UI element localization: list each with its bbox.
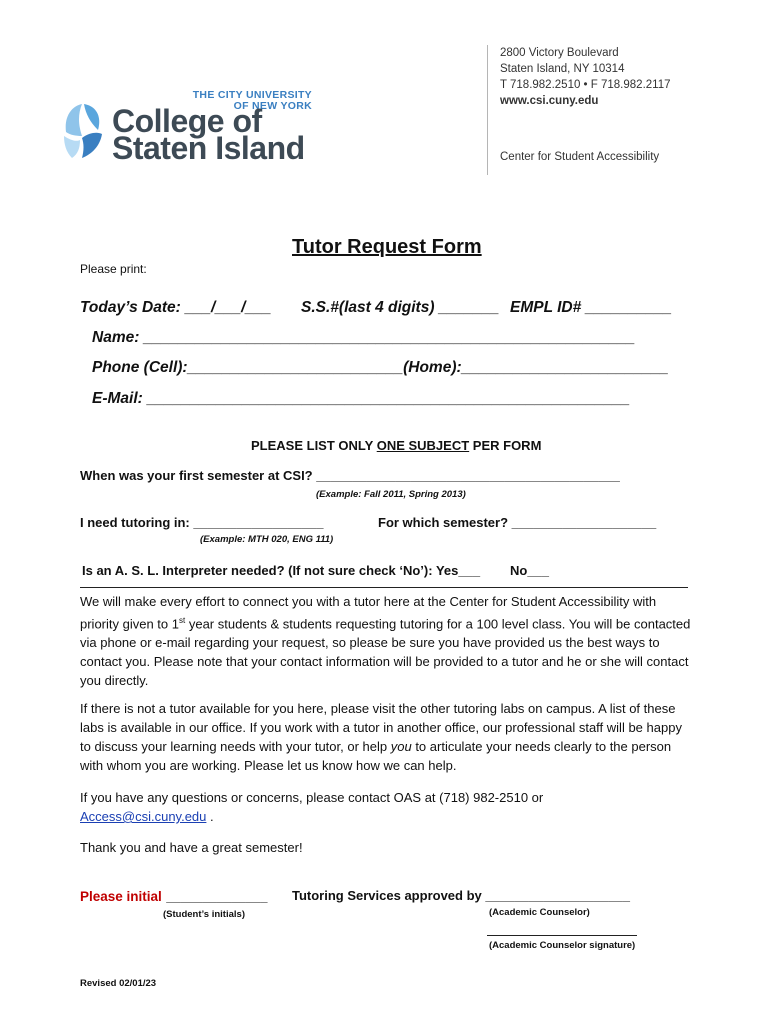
academic-counselor-caption: (Academic Counselor) [489, 907, 590, 918]
asl-no-field[interactable]: No___ [510, 563, 550, 578]
department-name: Center for Student Accessibility [500, 151, 660, 163]
revised-date: Revised 02/01/23 [80, 978, 157, 989]
p3-text-b: . [206, 809, 214, 824]
initial-field[interactable]: ______________ [166, 889, 268, 904]
logo-line2: Staten Island [112, 130, 305, 166]
approved-by-field[interactable]: Tutoring Services approved by ____________________ [292, 888, 630, 903]
header-divider [487, 45, 488, 175]
phone-fax: T 718.982.2510 • F 718.982.2117 [500, 79, 671, 91]
p1-text-a: We will make every effort to connect you with a tutor here at the Center for Student Accessibility with priority given to 1 [80, 594, 657, 632]
contact-block [500, 45, 671, 109]
ss-field[interactable]: S.S.#(last 4 digits) _______ [301, 299, 500, 316]
empl-id-field[interactable]: EMPL ID# __________ [510, 299, 672, 316]
notice-post: PER FORM [469, 438, 542, 453]
p1-superscript: st [179, 616, 186, 625]
address-line2: Staten Island, NY 10314 [500, 63, 625, 75]
counselor-signature-line[interactable] [487, 935, 637, 936]
paragraph-other-labs [80, 699, 695, 775]
p1-text-b: year students & students requesting tutoring for a 100 level class. You will be contacted via phone or e-mail regarding your request, so please be sure you have provided us the best ways to contact you. Please note that your contact information will be provided to a tutor and he or she will contact you directly. [80, 616, 691, 689]
first-semester-field[interactable]: When was your first semester at CSI? __________________________________________ [80, 468, 620, 483]
tutoring-example: (Example: MTH 020, ENG 111) [200, 534, 334, 545]
logo-line1: College of [112, 103, 262, 139]
email-field[interactable]: E-Mail: ________________________________________________________ [92, 390, 630, 407]
phone-field[interactable]: Phone (Cell):_________________________(Home):________________________ [92, 359, 669, 376]
address-line1: 2800 Victory Boulevard [500, 47, 619, 59]
paragraph-contact [80, 788, 695, 826]
name-field[interactable]: Name: _________________________________________________________ [92, 329, 636, 346]
notice-pre: PLEASE LIST ONLY [251, 438, 377, 453]
initial-block [80, 888, 267, 906]
please-initial-label: Please initial [80, 889, 162, 904]
which-semester-field[interactable]: For which semester? ____________________ [378, 515, 657, 530]
logo-petal-icon [62, 102, 110, 160]
logo-cuny-line2: OF NEW YORK [233, 100, 312, 112]
one-subject-notice [251, 438, 541, 453]
counselor-signature-caption: (Academic Counselor signature) [489, 940, 636, 951]
logo-cuny-line1: THE CITY UNIVERSITY [192, 89, 312, 101]
p2-text-a: If there is not a tutor available for you here, please visit the other tutoring labs on campus. A list of these labs is available in our office. If you work with a tutor in another office, our professional staff will be happy to discuss your learning needs with your tutor, or help [80, 701, 682, 754]
form-title: Tutor Request Form [292, 236, 482, 258]
asl-yes-field[interactable]: Is an A. S. L. Interpreter needed? (If not sure check ‘No’): Yes___ [82, 563, 481, 578]
section-divider [80, 587, 688, 588]
csi-logo [62, 90, 352, 170]
p3-text-a: If you have any questions or concerns, please contact OAS at (718) 982-2510 or [80, 790, 544, 805]
p2-text-b: to articulate your needs clearly to the person with whom you are working. Please let us know how we can help. [80, 739, 672, 773]
please-print: Please print: [80, 262, 147, 276]
tutoring-subject-field[interactable]: I need tutoring in: __________________ [80, 515, 324, 530]
p2-emphasis: you [390, 739, 412, 754]
access-email-link[interactable]: Access@csi.cuny.edu [80, 809, 207, 824]
date-field[interactable]: Today’s Date: ___/___/___ [80, 299, 272, 316]
first-semester-example: (Example: Fall 2011, Spring 2013) [316, 489, 466, 500]
students-initials-caption: (Student’s initials) [163, 909, 245, 920]
paragraph-priority [80, 592, 695, 690]
notice-underlined: ONE SUBJECT [376, 438, 470, 453]
website: www.csi.cuny.edu [500, 95, 599, 107]
thank-you: Thank you and have a great semester! [80, 840, 303, 855]
